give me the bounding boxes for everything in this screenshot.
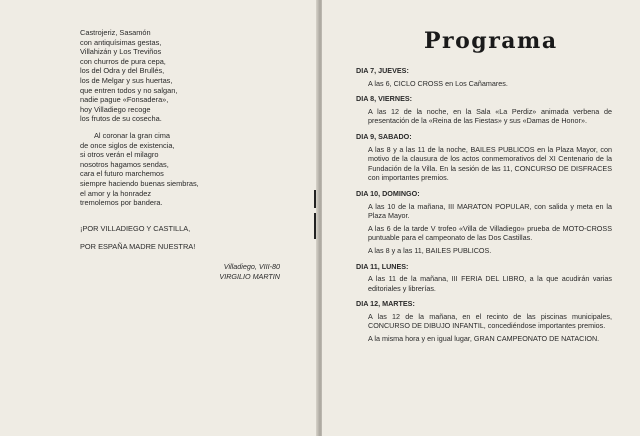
event-item: A la misma hora y en igual lugar, GRAN CAMPEONATO DE NATACION.	[368, 334, 600, 344]
event-item: A las 6, CICLO CROSS en Los Cañamares.	[368, 78, 508, 88]
poem-line: que entren todos y no salgan,	[80, 85, 178, 95]
poem-line: nosotros hagamos sendas,	[80, 159, 169, 169]
poem-line: el amor y la honradez	[80, 188, 152, 198]
poem-line: cara el futuro marchemos	[80, 169, 164, 179]
poem-line: Al coronar la gran cima	[94, 130, 170, 140]
event-item: A las 12 de la noche, en la Sala «La Perdiz» animada verbena de presentación de la «Reina de las Fiestas» y sus «Damas de Honor».	[368, 106, 612, 126]
program-list	[356, 66, 612, 344]
signature-name: VIRGILIO MARTIN	[219, 272, 280, 281]
poem-line: los del Odra y del Brullés,	[80, 66, 165, 76]
poem-stanza-2	[80, 131, 300, 208]
day-heading: DIA 9, SABADO:	[356, 131, 412, 141]
day-heading: DIA 7, JUEVES:	[356, 66, 409, 75]
closing-exclamation-2: POR ESPAÑA MADRE NUESTRA!	[80, 242, 196, 251]
poem-line: hoy Villadiego recoge	[80, 104, 151, 114]
event-item: A las 8 y a las 11 de la noche, BAILES PUBLICOS en la Plaza Mayor, con motivo de la clausura de los actos conmemorativos del XI Centenario de la Fundación de la Villa. En la sesión de las 11, CONCURSO DE DISFRACES con importantes premios.	[368, 144, 612, 183]
event-item: A las 6 de la tarde V trofeo «Villa de Villadiego» prueba de MOTO-CROSS puntuable para el campeonato de las Dos Castillas.	[368, 223, 612, 243]
closing-exclamation-1: ¡POR VILLADIEGO Y CASTILLA,	[80, 224, 191, 233]
poem-line: siempre haciendo buenas siembras,	[80, 178, 199, 188]
day-heading: DIA 12, MARTES:	[356, 299, 415, 309]
poem-line: de once siglos de existencia,	[80, 140, 175, 150]
poem-line: con churros de pura cepa,	[80, 56, 166, 66]
poem-line: tremolemos por bandera.	[80, 198, 163, 208]
event-item: A las 8 y a las 11, BAILES PUBLICOS.	[368, 245, 492, 255]
event-item: A las 12 de la mañana, en el recinto de las piscinas municipales, CONCURSO DE DIBUJO INFANTIL, concediéndose importantes premios.	[368, 311, 612, 331]
poem	[80, 28, 300, 215]
poem-line: los de Melgar y sus huertas,	[80, 75, 173, 85]
event-item: A las 11 de la mañana, III FERIA DEL LIBRO, a la que acudirán varias editoriales y librerías.	[368, 274, 612, 293]
poem-line: si otros verán el milagro	[80, 150, 159, 160]
signature	[80, 262, 280, 282]
left-page	[0, 0, 318, 436]
poem-line: con antiquísimas gestas,	[80, 37, 162, 47]
poem-line: los frutos de su cosecha.	[80, 114, 162, 124]
signature-place-date: Villadiego, VIII-80	[223, 262, 280, 271]
poem-line: Villahizán y Los Treviños	[80, 47, 162, 57]
event-item: A las 10 de la mañana, III MARATON POPULAR, con salida y meta en la Plaza Mayor.	[368, 201, 612, 221]
day-heading: DIA 8, VIERNES:	[356, 94, 413, 104]
margin-mark	[314, 190, 316, 208]
page-title: Programa	[424, 28, 558, 54]
day-heading: DIA 10, DOMINGO:	[356, 188, 420, 198]
poem-line: nadie pague «Fonsadera»,	[80, 95, 169, 105]
day-heading: DIA 11, LUNES:	[356, 261, 409, 271]
margin-mark	[314, 213, 316, 239]
poem-stanza-1	[80, 28, 300, 124]
poem-line: Castrojeriz, Sasamón	[80, 28, 151, 37]
